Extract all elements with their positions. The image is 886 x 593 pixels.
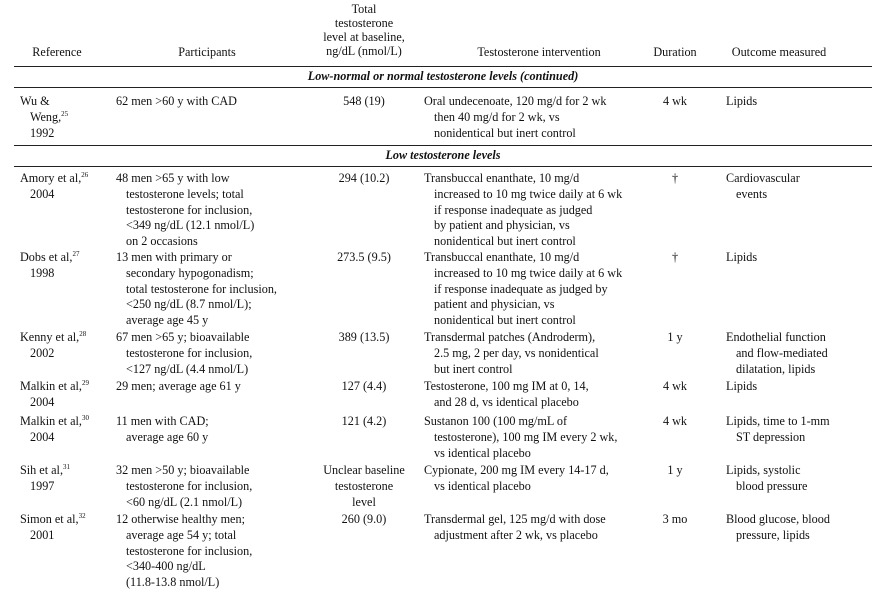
cell-intervention [424, 512, 650, 544]
cell-intervention [424, 463, 650, 495]
cell-line: Cardiovascular [726, 171, 800, 185]
cell-line: <250 ng/dL (8.7 nmol/L); [126, 297, 252, 312]
cell-line: testosterone for inclusion, [126, 543, 253, 558]
col-participants: Participants [178, 45, 236, 59]
reference-line [20, 395, 110, 411]
reference-text: Wu & [20, 94, 50, 108]
cell-line: Lipids, time to 1-mm [726, 414, 830, 428]
cell-reference [20, 379, 110, 411]
reference-line [20, 346, 110, 362]
reference-text: 2001 [30, 527, 55, 542]
cell-line: vs identical placebo [434, 478, 531, 493]
cell-line: Lipids [726, 379, 758, 393]
cell-intervention [424, 250, 650, 329]
citation-number: 31 [63, 463, 70, 471]
cell-duration [642, 379, 708, 395]
cell-line: Cypionate, 200 mg IM every 14-17 d, [424, 463, 609, 477]
reference-line [20, 250, 110, 266]
cell-baseline [304, 250, 424, 266]
cell-outcome [726, 463, 872, 495]
col-baseline [304, 2, 424, 58]
reference-line [20, 430, 110, 446]
cell-line: then 40 mg/d for 2 wk, vs [434, 109, 560, 124]
reference-text: 2004 [30, 186, 55, 201]
cell-line: secondary hypogonadism; [126, 265, 254, 280]
col-reference: Reference [32, 45, 82, 59]
reference-text: 2002 [30, 345, 55, 360]
cell-participants [116, 463, 316, 510]
cell-line: 62 men >60 y with CAD [116, 94, 237, 108]
baseline-value: 260 (9.0) [341, 512, 387, 526]
cell-intervention [424, 171, 650, 250]
cell-line: <349 ng/dL (12.1 nmol/L) [126, 218, 255, 233]
cell-line: adjustment after 2 wk, vs placebo [434, 527, 598, 542]
cell-line: and 28 d, vs identical placebo [434, 394, 579, 409]
cell-line: nonidentical but inert control [434, 313, 576, 328]
cell-line: average age 54 y; total [126, 527, 237, 542]
cell-duration [642, 330, 708, 346]
cell-duration [642, 94, 708, 110]
cell-line: average age 60 y [126, 429, 209, 444]
section-rule [14, 145, 872, 146]
cell-baseline [304, 463, 424, 510]
reference-text: Amory et al, [20, 171, 82, 185]
citation-number: 28 [79, 330, 87, 338]
cell-line: testosterone levels; total [126, 186, 244, 201]
cell-line: Oral undecenoate, 120 mg/d for 2 wk [424, 94, 607, 108]
cell-line: <127 ng/dL (4.4 nmol/L) [126, 361, 249, 376]
duration-value: 4 wk [662, 94, 688, 108]
citation-number: 30 [81, 414, 89, 422]
evidence-table [14, 0, 872, 590]
baseline-line: testosterone [334, 478, 394, 493]
col-duration: Duration [653, 45, 697, 59]
cell-reference [20, 512, 110, 544]
reference-text: Simon et al, [20, 512, 79, 526]
duration-value: † [671, 171, 679, 185]
cell-line: 67 men >65 y; bioavailable [116, 330, 250, 344]
baseline-value: 121 (4.2) [341, 414, 387, 428]
duration-value: 1 y [667, 463, 683, 477]
reference-text: Sih et al, [20, 463, 63, 477]
reference-text: Dobs et al, [20, 250, 73, 264]
citation-number: 29 [81, 379, 89, 387]
cell-participants [116, 512, 316, 591]
reference-text: 1997 [30, 478, 55, 493]
reference-text: 1992 [30, 125, 55, 140]
baseline-value: 548 (19) [343, 94, 385, 108]
cell-line: Transdermal gel, 125 mg/d with dose [424, 512, 606, 526]
duration-value: 3 mo [662, 512, 688, 526]
cell-outcome [726, 512, 872, 544]
cell-line: vs identical placebo [434, 445, 531, 460]
reference-line [20, 126, 110, 142]
cell-reference [20, 414, 110, 446]
section-rule [14, 87, 872, 88]
reference-text: Kenny et al, [20, 330, 80, 344]
reference-line [20, 330, 110, 346]
cell-line: testosterone), 100 mg IM every 2 wk, [434, 429, 618, 444]
cell-line: Testosterone, 100 mg IM at 0, 14, [424, 379, 589, 393]
cell-line: Transbuccal enanthate, 10 mg/d [424, 250, 580, 264]
cell-reference [20, 463, 110, 495]
citation-number: 25 [61, 109, 69, 118]
cell-line: testosterone for inclusion, [126, 202, 253, 217]
cell-line: nonidentical but inert control [434, 234, 576, 249]
reference-line [20, 379, 110, 395]
duration-value: 4 wk [662, 414, 688, 428]
reference-line [20, 266, 110, 282]
reference-text: 1998 [30, 265, 55, 280]
cell-line: Blood glucose, blood [726, 512, 830, 526]
cell-line: 13 men with primary or [116, 250, 232, 264]
cell-participants [116, 250, 316, 329]
col-baseline-line: Total [351, 2, 377, 16]
cell-line: 2.5 mg, 2 per day, vs nonidentical [434, 345, 599, 360]
cell-line: testosterone for inclusion, [126, 478, 253, 493]
section-heading-normal: Low-normal or normal testosterone levels (continued) [307, 69, 579, 83]
cell-reference [20, 330, 110, 362]
cell-line: 12 otherwise healthy men; [116, 512, 245, 526]
cell-line: patient and physician, vs [434, 297, 555, 312]
col-intervention: Testosterone intervention [477, 45, 601, 59]
cell-outcome [726, 250, 872, 266]
reference-line [20, 512, 110, 528]
cell-participants [116, 330, 316, 377]
cell-intervention [424, 330, 650, 377]
reference-line [20, 94, 110, 110]
reference-line [20, 463, 110, 479]
reference-text: Weng, [30, 109, 62, 124]
baseline-line: level [352, 494, 376, 509]
cell-line: Lipids [726, 250, 758, 264]
cell-baseline [304, 171, 424, 187]
cell-duration [642, 250, 708, 266]
cell-duration [642, 463, 708, 479]
cell-intervention [424, 414, 650, 461]
cell-baseline [304, 512, 424, 528]
cell-outcome [726, 414, 872, 446]
cell-duration [642, 512, 708, 528]
cell-intervention [424, 94, 650, 141]
cell-line: Endothelial function [726, 330, 826, 344]
cell-line: increased to 10 mg twice daily at 6 wk [434, 186, 623, 201]
cell-participants [116, 171, 316, 250]
col-baseline-line: level at baseline, [323, 30, 405, 44]
reference-text: 2004 [30, 429, 55, 444]
cell-intervention [424, 379, 650, 411]
cell-outcome [726, 379, 872, 395]
cell-duration [642, 171, 708, 187]
cell-line: <340-400 ng/dL [126, 559, 206, 574]
cell-line: 32 men >50 y; bioavailable [116, 463, 250, 477]
cell-line: nonidentical but inert control [434, 125, 576, 140]
cell-outcome [726, 94, 872, 110]
header-rule [14, 66, 872, 67]
cell-line: events [736, 186, 768, 201]
cell-line: 48 men >65 y with low [116, 171, 230, 185]
cell-baseline [304, 330, 424, 346]
reference-line [20, 110, 110, 126]
cell-outcome [726, 330, 872, 377]
cell-line: 29 men; average age 61 y [116, 379, 241, 393]
cell-duration [642, 414, 708, 430]
reference-line [20, 187, 110, 203]
reference-line [20, 479, 110, 495]
cell-reference [20, 171, 110, 203]
cell-baseline [304, 94, 424, 110]
duration-value: 4 wk [662, 379, 688, 393]
cell-participants [116, 379, 316, 395]
cell-line: by patient and physician, vs [434, 218, 570, 233]
cell-outcome [726, 171, 872, 203]
section-heading-low: Low testosterone levels [385, 148, 501, 162]
cell-line: Transdermal patches (Androderm), [424, 330, 596, 344]
cell-line: dilatation, lipids [736, 361, 816, 376]
baseline-value: 127 (4.4) [341, 379, 387, 393]
baseline-line: Unclear baseline [323, 463, 405, 477]
cell-line: Lipids [726, 94, 758, 108]
reference-line [20, 171, 110, 187]
cell-line: pressure, lipids [736, 527, 810, 542]
section-rule [14, 166, 872, 167]
reference-text: Malkin et al, [20, 414, 82, 428]
cell-line: average age 45 y [126, 313, 209, 328]
cell-line: Lipids, systolic [726, 463, 801, 477]
duration-value: † [671, 250, 679, 264]
cell-reference [20, 94, 110, 141]
baseline-value: 273.5 (9.5) [337, 250, 391, 264]
col-baseline-line: testosterone [334, 16, 394, 30]
col-baseline-line: ng/dL (nmol/L) [326, 44, 402, 58]
cell-line: total testosterone for inclusion, [126, 281, 277, 296]
cell-line: (11.8-13.8 nmol/L) [126, 575, 220, 590]
cell-line: if response inadequate as judged by [434, 281, 608, 296]
cell-baseline [304, 379, 424, 395]
reference-text: 2004 [30, 394, 55, 409]
cell-participants [116, 94, 316, 110]
citation-number: 26 [81, 171, 89, 179]
cell-line: Transbuccal enanthate, 10 mg/d [424, 171, 580, 185]
table-header [14, 0, 872, 66]
citation-number: 27 [72, 250, 80, 258]
cell-line: and flow-mediated [736, 345, 828, 360]
cell-line: testosterone for inclusion, [126, 345, 253, 360]
cell-line: if response inadequate as judged [434, 202, 593, 217]
col-outcome: Outcome measured [731, 45, 827, 59]
reference-line [20, 528, 110, 544]
citation-number: 32 [78, 512, 86, 520]
cell-participants [116, 414, 316, 446]
cell-line: Sustanon 100 (100 mg/mL of [424, 414, 568, 428]
cell-line: increased to 10 mg twice daily at 6 wk [434, 265, 623, 280]
cell-baseline [304, 414, 424, 430]
baseline-value: 389 (13.5) [338, 330, 390, 344]
cell-reference [20, 250, 110, 282]
duration-value: 1 y [667, 330, 683, 344]
reference-line [20, 414, 110, 430]
cell-line: blood pressure [736, 478, 808, 493]
cell-line: on 2 occasions [126, 234, 198, 249]
reference-text: Malkin et al, [20, 379, 82, 393]
cell-line: but inert control [434, 361, 513, 376]
cell-line: 11 men with CAD; [116, 414, 209, 428]
cell-line: <60 ng/dL (2.1 nmol/L) [126, 494, 243, 509]
cell-line: ST depression [736, 429, 806, 444]
baseline-value: 294 (10.2) [338, 171, 390, 185]
